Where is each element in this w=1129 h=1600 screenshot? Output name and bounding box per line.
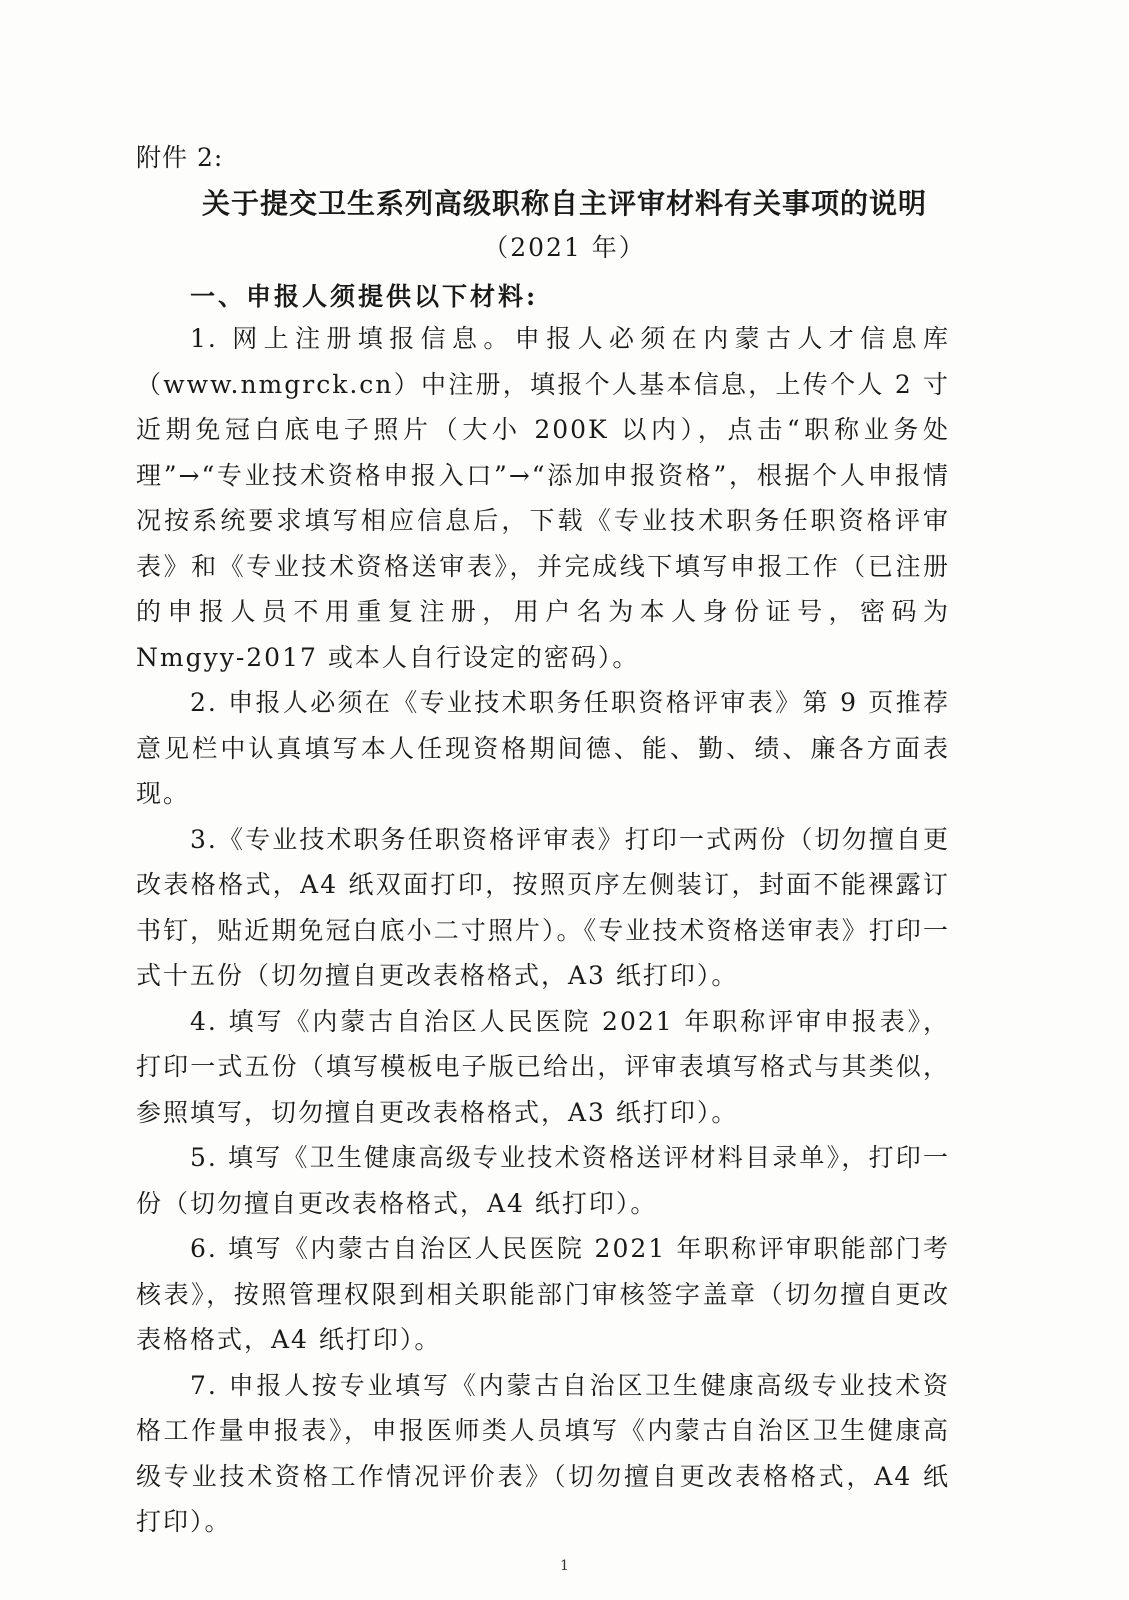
- document-body: [136, 316, 950, 1545]
- document-title: 关于提交卫生系列高级职称自主评审材料有关事项的说明: [201, 187, 927, 220]
- paragraph-item-4: 4. 填写《内蒙古自治区人民医院 2021 年职称评审申报表》，打印一式五份（填写模板电子版已给出，评审表填写格式与其类似，参照填写，切勿擅自更改表格格式，A3 纸打印）。: [136, 1006, 950, 1127]
- paragraph-item-6: 6. 填写《内蒙古自治区人民医院 2021 年职称评审职能部门考核表》，按照管理权限到相关职能部门审核签字盖章（切勿擅自更改表格格式，A4 纸打印）。: [136, 1234, 950, 1354]
- document-year: （2021 年）: [483, 233, 646, 262]
- page-number: 1: [560, 1558, 569, 1574]
- paragraph-item-2: 2. 申报人必须在《专业技术职务任职资格评审表》第 9 页推荐意见栏中认真填写本人任现资格期间德、能、勤、绩、廉各方面表现。: [136, 688, 950, 808]
- attachment-label: 附件 2:: [136, 143, 224, 172]
- paragraph-item-1: 1. 网上注册填报信息。申报人必须在内蒙古人才信息库（www.nmgrck.cn）中注册，填报个人基本信息，上传个人 2 寸近期免冠白底电子照片（大小 200K 以内），点击“职称业务处理”→“专业技术资格申报入口”→“添加申报资格”，根据个人申报情况按系统要求填写相应信息后，下载《专业技术职务任职资格评审表》和《专业技术资格送审表》，并完成线下填写申报工作（已注册的申报人员不用重复注册，用户名为本人身份证号，密码为 Nmgyy-2017 或本人自行设定的密码）。: [136, 324, 950, 672]
- paragraph-item-3: 3.《专业技术职务任职资格评审表》打印一式两份（切勿擅自更改表格格式，A4 纸双面打印，按照页序左侧装订，封面不能裸露订书钉，贴近期免冠白底小二寸照片）。《专业技术资格送审表》打印一式十五份（切勿擅自更改表格格式，A3 纸打印）。: [136, 824, 950, 990]
- paragraph-item-5: 5. 填写《卫生健康高级专业技术资格送评材料目录单》，打印一份（切勿擅自更改表格格式，A4 纸打印）。: [136, 1143, 950, 1218]
- paragraph-item-7: 7. 申报人按专业填写《内蒙古自治区卫生健康高级专业技术资格工作量申报表》，申报医师类人员填写《内蒙古自治区卫生健康高级专业技术资格工作情况评价表》（切勿擅自更改表格格式，A4 纸打印）。: [136, 1370, 950, 1536]
- section-heading: 一、申报人须提供以下材料:: [190, 282, 539, 311]
